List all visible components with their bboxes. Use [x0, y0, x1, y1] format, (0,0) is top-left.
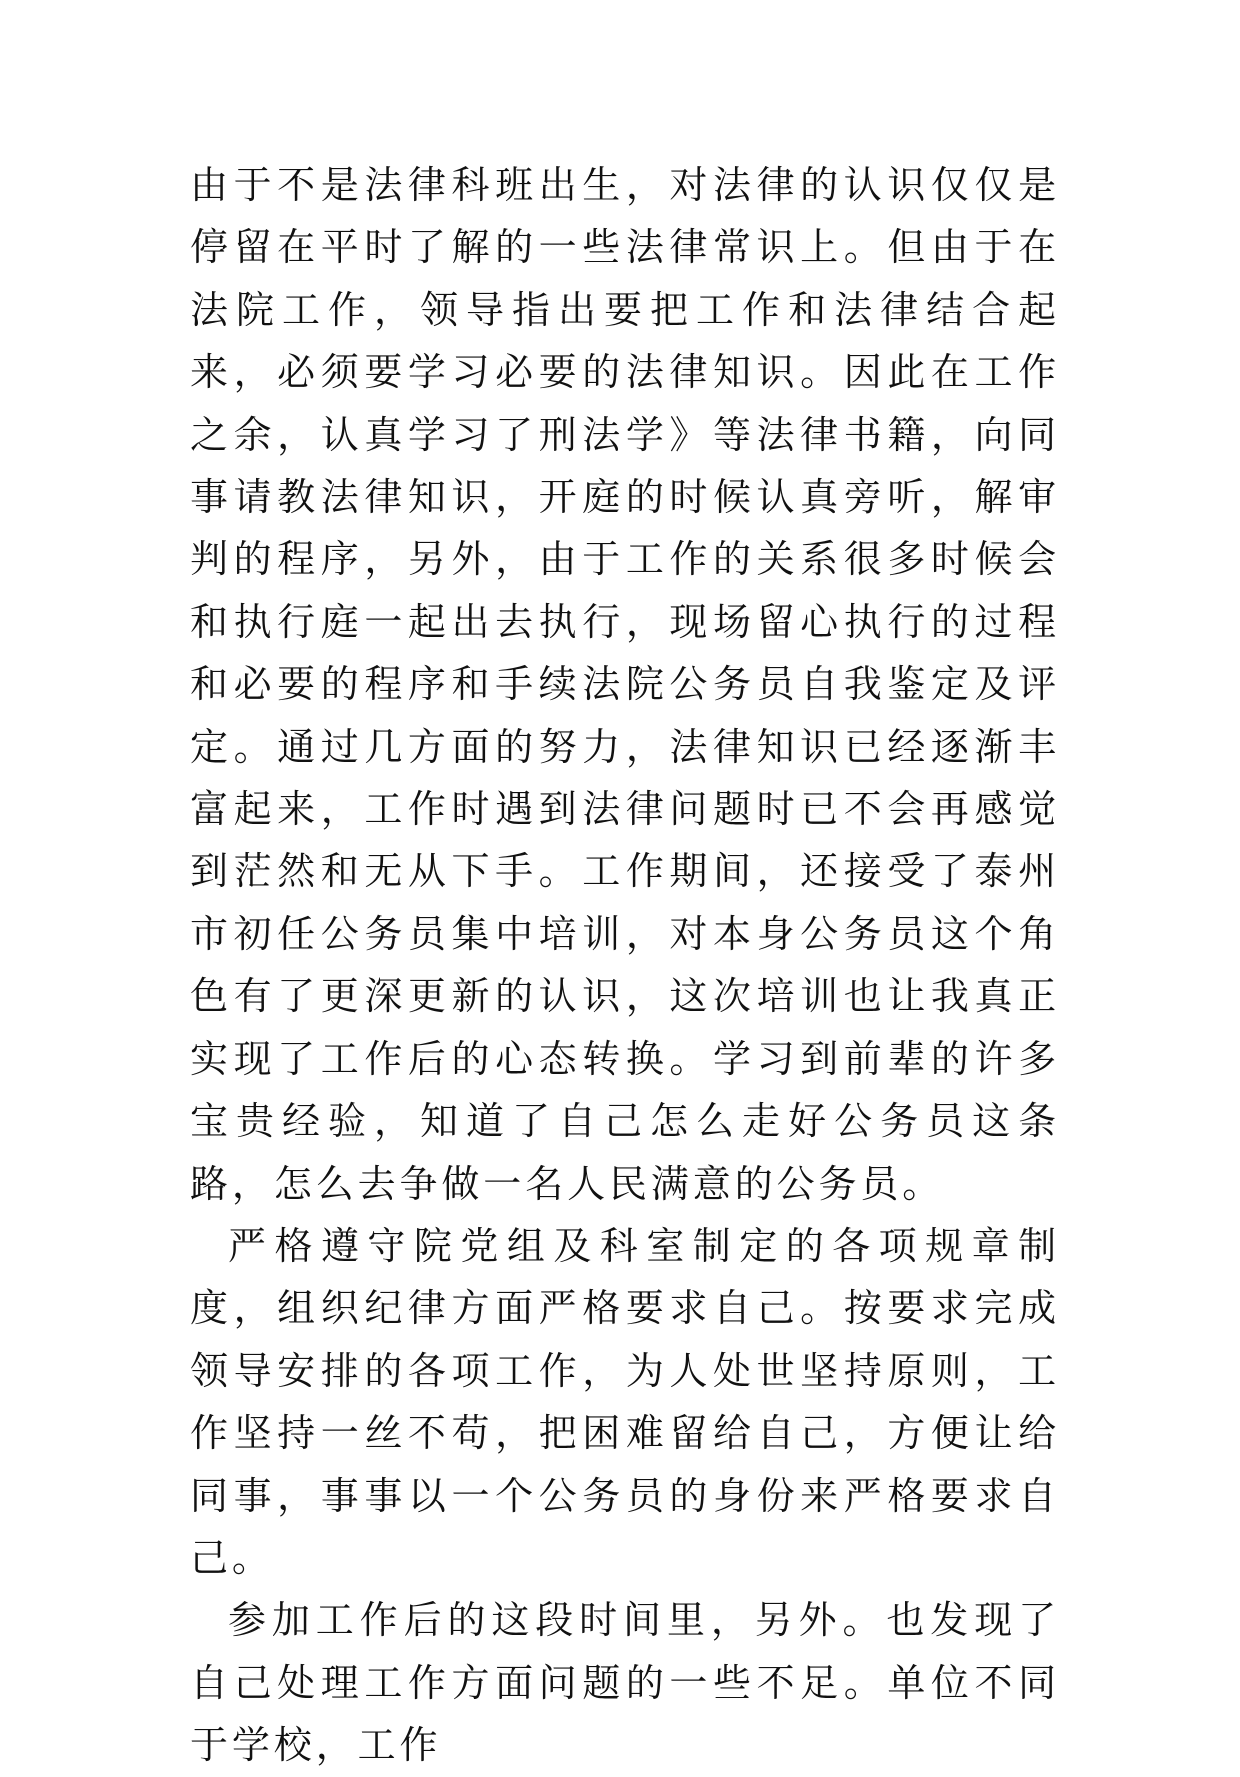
paragraph-shortcomings: 参加工作后的这段时间里，另外。也发现了自己处理工作方面问题的一些不足。单位不同于学校，工作	[190, 1598, 1060, 1768]
paragraph-legal-study: 由于不是法律科班出生，对法律的认识仅仅是停留在平时了解的一些法律常识上。但由于在法院工作，领导指出要把工作和法律结合起来，必须要学习必要的法律知识。因此在工作之余，认真学习了刑法学》等法律书籍，向同事请教法律知识，开庭的时候认真旁听，解审判的程序，另外，由于工作的关系很多时候会和执行庭一起出去执行，现场留心执行的过程和必要的程序和手续法院公务员自我鉴定及评定。通过几方面的努力，法律知识已经逐渐丰富起来，工作时遇到法律问题时已不会再感觉到茫然和无从下手。工作期间，还接受了泰州市初任公务员集中培训，对本身公务员这个角色有了更深更新的认识，这次培训也让我真正实现了工作后的心态转换。学习到前辈的许多宝贵经验，知道了自己怎么走好公务员这条路，怎么去争做一名人民满意的公务员。	[190, 163, 1060, 1206]
body-text	[190, 154, 1060, 1777]
paragraph-discipline: 严格遵守院党组及科室制定的各项规章制度，组织纪律方面严格要求自己。按要求完成领导安排的各项工作，为人处世坚持原则，工作坚持一丝不苟，把困难留给自己，方便让给同事，事事以一个公务员的身份来严格要求自己。	[190, 1223, 1060, 1580]
